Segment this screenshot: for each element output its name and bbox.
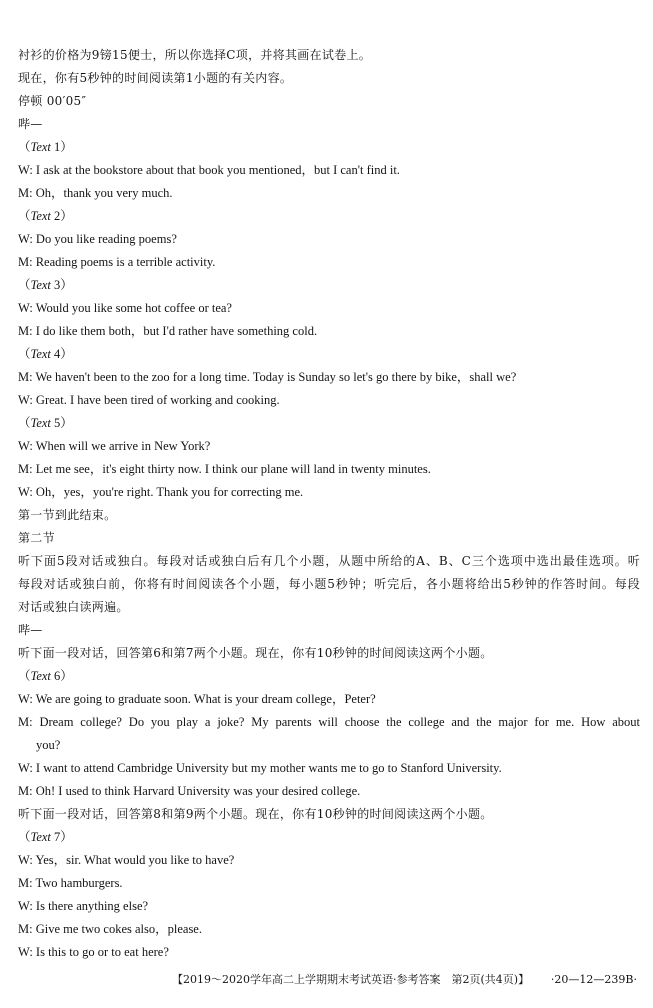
text-number: 1: [54, 140, 61, 154]
text-number: 7: [54, 830, 61, 844]
dialogue-line: W: Yes，sir. What would you like to have?: [18, 853, 235, 867]
dialogue-line: M: Reading poems is a terrible activity.: [18, 255, 216, 269]
text-label: Text: [30, 669, 51, 683]
instruction-line: 听下面一段对话，回答第8和第9两个小题。现在，你有10秒钟的时间阅读这两个小题。: [18, 807, 493, 821]
dialogue-line: M: I do like them both，but I'd rather have something cold.: [18, 324, 318, 338]
text-label: Text: [30, 278, 51, 292]
text-label: Text: [30, 209, 51, 223]
dialogue-line: you?: [36, 738, 61, 752]
dialogue-line: W: Is there anything else?: [18, 899, 149, 913]
dialogue-line: M: We haven't been to the zoo for a long time. Today is Sunday so let's go there by bike，shall we?: [18, 370, 517, 384]
instruction-line: 现在，你有5秒钟的时间阅读第1小题的有关内容。: [18, 71, 293, 85]
text-heading: （Text 2）: [18, 209, 73, 223]
text-label: Text: [30, 830, 51, 844]
dialogue-line: W: I ask at the bookstore about that book you mentioned，but I can't find it.: [18, 163, 400, 177]
instruction-line: 每段对话或独白前，你将有时间阅读各个小题，每小题5秒钟；听完后，各小题将给出5秒钟的作答时间。每段: [18, 577, 640, 591]
dialogue-line: W: I want to attend Cambridge University but my mother wants me to go to Stanford University.: [18, 761, 502, 775]
instruction-line: 对话或独白读两遍。: [18, 600, 129, 614]
dialogue-line: M: Two hamburgers.: [18, 876, 123, 890]
text-number: 6: [54, 669, 61, 683]
text-number: 3: [54, 278, 61, 292]
instruction-line: 衬衫的价格为9镑15便士，所以你选择C项，并将其画在试卷上。: [18, 48, 372, 62]
dialogue-line: W: Do you like reading poems?: [18, 232, 177, 246]
instruction-line: 哔—: [18, 117, 43, 131]
page-footer: [0, 968, 653, 992]
dialogue-line: W: Great. I have been tired of working and cooking.: [18, 393, 280, 407]
text-label: Text: [30, 416, 51, 430]
dialogue-line: M: Dream college? Do you play a joke? My parents will choose the college and the major for me. How about: [18, 715, 640, 729]
text-label: Text: [30, 140, 51, 154]
dialogue-line: W: When will we arrive in New York?: [18, 439, 211, 453]
text-number: 4: [54, 347, 61, 361]
text-number: 2: [54, 209, 61, 223]
dialogue-line: M: Let me see，it's eight thirty now. I think our plane will land in twenty minutes.: [18, 462, 431, 476]
text-heading: （Text 4）: [18, 347, 73, 361]
instruction-line: 第二节: [18, 531, 55, 545]
dialogue-line: W: Is this to go or to eat here?: [18, 945, 169, 959]
answer-key-page: [18, 44, 640, 964]
instruction-line: 听下面一段对话，回答第6和第7两个小题。现在，你有10秒钟的时间阅读这两个小题。: [18, 646, 493, 660]
instruction-line: 听下面5段对话或独白。每段对话或独白后有几个小题，从题中所给的A、B、C三个选项中选出最佳选项。听: [18, 554, 640, 568]
text-number: 5: [54, 416, 61, 430]
dialogue-line: M: Give me two cokes also，please.: [18, 922, 202, 936]
footer-title: 【2019～2020学年高二上学期期末考试英语·参考答案 第2页(共4页)】: [172, 973, 530, 986]
text-heading: （Text 6）: [18, 669, 73, 683]
text-heading: （Text 7）: [18, 830, 73, 844]
dialogue-line: W: Oh，yes，you're right. Thank you for correcting me.: [18, 485, 304, 499]
instruction-line: 第一节到此结束。: [18, 508, 117, 522]
text-heading: （Text 1）: [18, 140, 73, 154]
text-label: Text: [30, 347, 51, 361]
text-heading: （Text 3）: [18, 278, 73, 292]
instruction-line: 停顿 00′05″: [18, 94, 87, 108]
dialogue-line: M: Oh! I used to think Harvard University was your desired college.: [18, 784, 361, 798]
instruction-line: 哔—: [18, 623, 43, 637]
text-heading: （Text 5）: [18, 416, 73, 430]
dialogue-line: M: Oh，thank you very much.: [18, 186, 173, 200]
dialogue-line: W: Would you like some hot coffee or tea?: [18, 301, 232, 315]
footer-code: ·20—12—239B·: [550, 973, 637, 986]
dialogue-line: W: We are going to graduate soon. What is your dream college，Peter?: [18, 692, 376, 706]
